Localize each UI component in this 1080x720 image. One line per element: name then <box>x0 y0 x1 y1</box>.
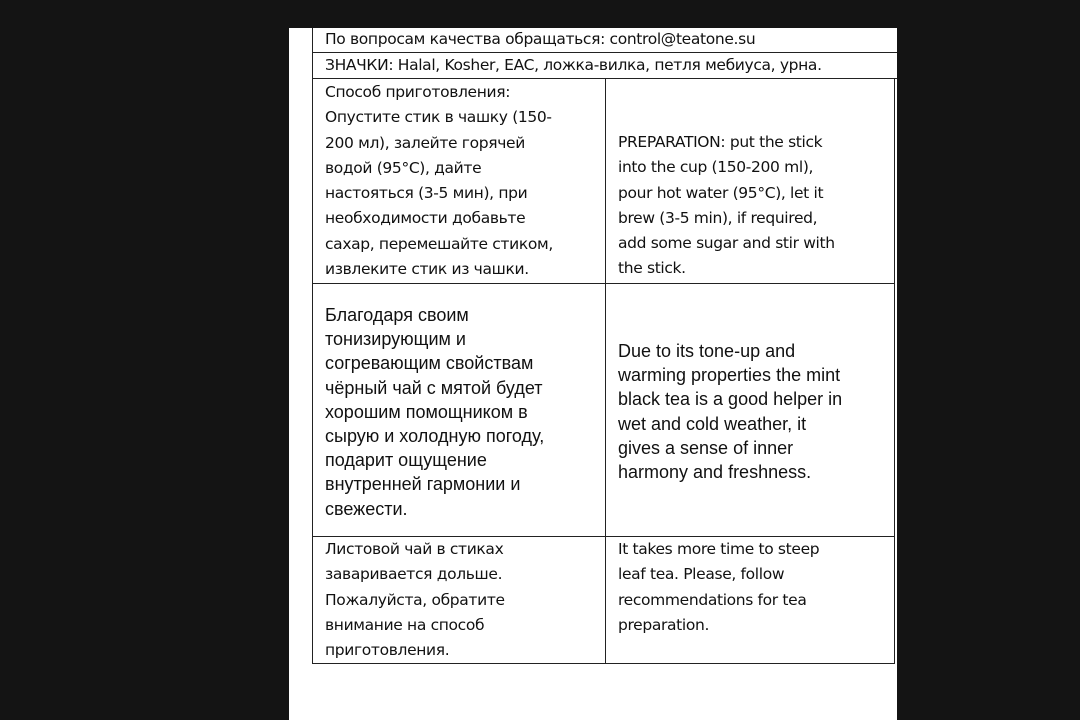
note-ru-text: Листовой чай в стиках заваривается дольше. Пожалуйста, обратите внимание на способ приготовления. <box>325 540 505 660</box>
note-en-text: It takes more time to steep leaf tea. Please, follow recommendations for tea preparation. <box>618 540 820 634</box>
badges-text: ЗНАЧКИ: Halal, Kosher, EAC, ложка-вилка, петля мебиуса, урна. <box>325 56 822 74</box>
benefits-ru-text: Благодаря своим тонизирующим и согревающим свойствам чёрный чай с мятой будет хорошим помощником в сырую и холодную погоду, подарит ощущение внутренней гармонии и свежести. <box>325 305 545 519</box>
quality-contact-cell <box>312 28 897 53</box>
benefits-ru-cell <box>312 283 606 537</box>
note-en-cell <box>605 536 895 664</box>
badges-cell <box>312 53 897 79</box>
document-page <box>289 28 897 720</box>
preparation-ru-text: Способ приготовления: Опустите стик в чашку (150- 200 мл), залейте горячей водой (95°С), дайте настояться (3-5 мин), при необходимости добавьте сахар, перемешайте стиком, извлеките стик из чашки. <box>325 83 553 279</box>
benefits-en-cell <box>605 283 895 537</box>
preparation-en-cell <box>605 79 895 284</box>
benefits-en-text: Due to its tone-up and warming properties the mint black tea is a good helper in wet and cold weather, it gives a sense of inner harmony and freshness. <box>618 341 843 483</box>
note-ru-cell <box>312 536 606 664</box>
quality-contact-text: По вопросам качества обращаться: control@teatone.su <box>325 30 756 48</box>
preparation-ru-cell <box>312 79 606 284</box>
preparation-en-text: PREPARATION: put the stick into the cup (150-200 ml), pour hot water (95°C), let it brew (3-5 min), if required, add some sugar and stir with the stick. <box>618 133 835 278</box>
